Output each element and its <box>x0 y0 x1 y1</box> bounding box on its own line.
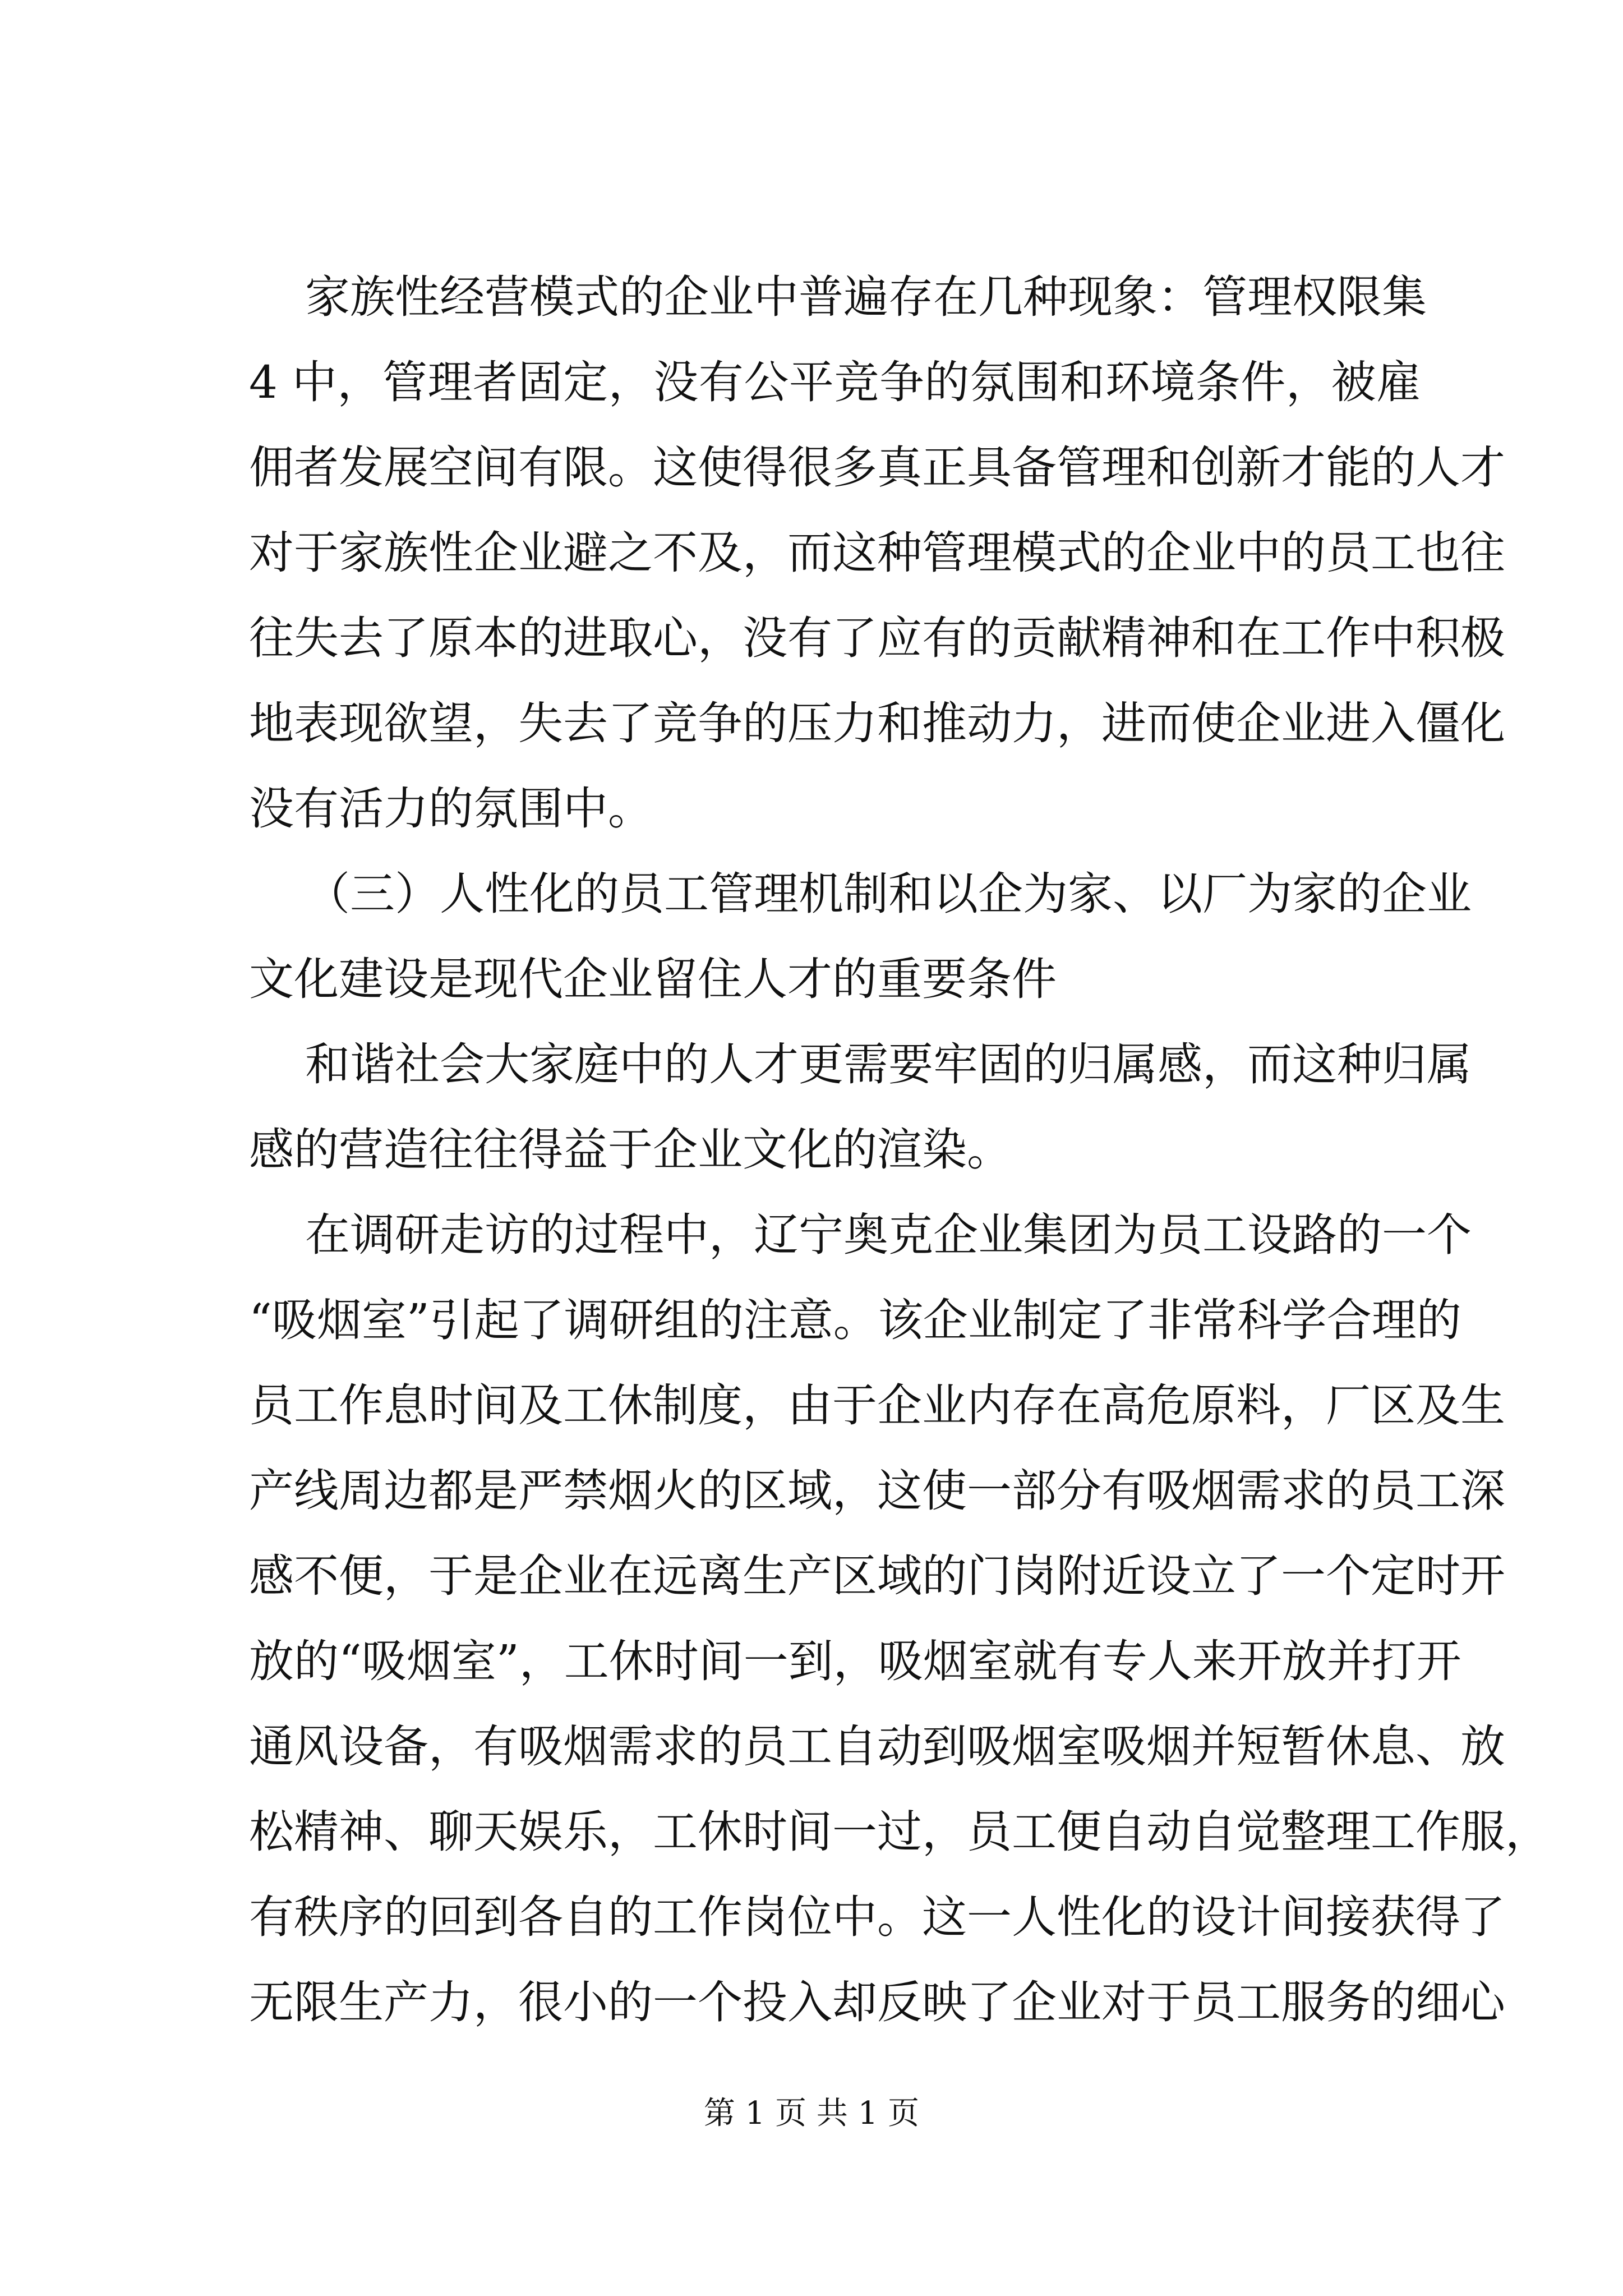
paragraph-line: 没有活力的氛围中。 <box>249 783 653 835</box>
paragraph-line: 家族性经营模式的企业中普遍存在几种现象：管理权限集 <box>305 271 1427 323</box>
paragraph-line: 有秩序的回到各自的工作岗位中。这一人性化的设计间接获得了 <box>249 1891 1505 1943</box>
paragraph-line: 和谐社会大家庭中的人才更需要牢固的归属感，而这种归属 <box>305 1038 1472 1091</box>
paragraph-line: 佣者发展空间有限。这使得很多真正具备管理和创新才能的人才 <box>249 441 1505 494</box>
paragraph-line: 产线周边都是严禁烟火的区域，这使一部分有吸烟需求的员工深 <box>249 1465 1505 1517</box>
paragraph-line: 对于家族性企业避之不及，而这种管理模式的企业中的员工也往 <box>249 527 1505 579</box>
section-heading-line: 文化建设是现代企业留住人才的重要条件 <box>249 953 1057 1005</box>
paragraph-line: 感不便，于是企业在远离生产区域的门岗附近设立了一个定时开 <box>249 1550 1505 1602</box>
paragraph-line: 在调研走访的过程中，辽宁奥克企业集团为员工设路的一个 <box>305 1209 1472 1261</box>
paragraph-line: 通风设备，有吸烟需求的员工自动到吸烟室吸烟并短暂休息、放 <box>249 1720 1505 1773</box>
paragraph-line: 感的营造往往得益于企业文化的渲染。 <box>249 1124 1012 1176</box>
paragraph-line: 4 中，管理者固定，没有公平竞争的氛围和环境条件，被雇 <box>249 356 1421 408</box>
paragraph-line: “吸烟室”引起了调研组的注意。该企业制定了非常科学合理的 <box>249 1294 1461 1346</box>
paragraph-line: 松精神、聊天娱乐，工休时间一过，员工便自动自觉整理工作服， <box>249 1806 1550 1858</box>
section-heading-line: （三）人性化的员工管理机制和以企为家、以厂为家的企业 <box>305 868 1472 920</box>
paragraph-line: 往失去了原本的进取心，没有了应有的贡献精神和在工作中积极 <box>249 612 1505 664</box>
paragraph-line: 地表现欲望，失去了竞争的压力和推动力，进而使企业进入僵化 <box>249 697 1505 749</box>
paragraph-line: 无限生产力，很小的一个投入却反映了企业对于员工服务的细心 <box>249 1976 1505 2028</box>
page-number-footer: 第 1 页 共 1 页 <box>703 2095 920 2132</box>
paragraph-line: 放的“吸烟室”，工休时间一到，吸烟室就有专人来开放并打开 <box>249 1635 1461 1687</box>
paragraph-line: 员工作息时间及工休制度，由于企业内存在高危原料，厂区及生 <box>249 1379 1505 1432</box>
